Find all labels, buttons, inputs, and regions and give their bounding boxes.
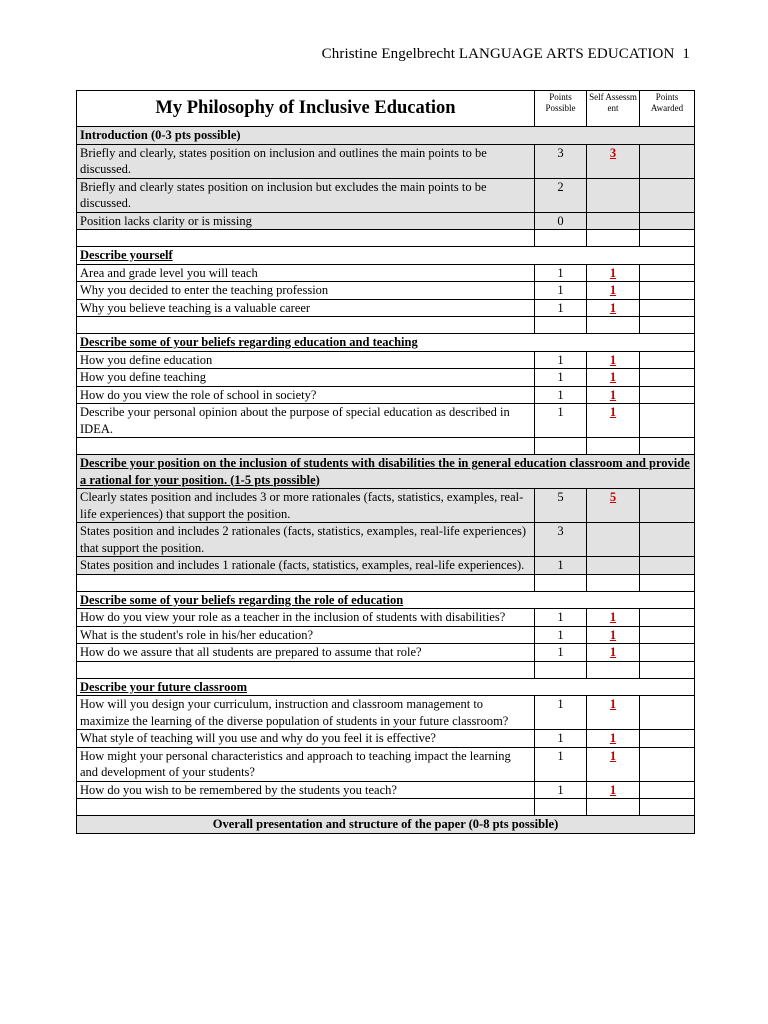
criterion-row: [77, 781, 695, 799]
section-header-row: [77, 678, 695, 696]
self-assessment-value: [587, 557, 640, 575]
running-head: [322, 46, 690, 63]
criterion-text: Area and grade level you will teach: [77, 264, 535, 282]
blank-row: [77, 438, 695, 455]
points-possible-value: 1: [535, 644, 587, 662]
points-awarded-value: [640, 644, 695, 662]
points-awarded-value: [640, 557, 695, 575]
criterion-text: How might your personal characteristics and approach to teaching impact the learning and development of your students?: [77, 747, 535, 781]
points-possible-value: 1: [535, 781, 587, 799]
section-header-row: [77, 334, 695, 352]
self-assessment-value: 1: [587, 299, 640, 317]
blank-cell: [587, 661, 640, 678]
blank-cell: [587, 230, 640, 247]
criterion-row: [77, 696, 695, 730]
points-possible-header: Points Possible: [535, 91, 587, 127]
criterion-row: [77, 609, 695, 627]
criterion-text: Why you believe teaching is a valuable career: [77, 299, 535, 317]
points-possible-value: 1: [535, 351, 587, 369]
section-header-row: [77, 127, 695, 145]
criterion-row: [77, 523, 695, 557]
criterion-text: How do you view your role as a teacher in the inclusion of students with disabilities?: [77, 609, 535, 627]
self-assessment-value: 1: [587, 730, 640, 748]
rubric-table: [76, 90, 695, 834]
criterion-text: How you define education: [77, 351, 535, 369]
criterion-row: [77, 489, 695, 523]
points-possible-value: 1: [535, 730, 587, 748]
criterion-text: States position and includes 2 rationales (facts, statistics, examples, real-life experiences) that support the position.: [77, 523, 535, 557]
running-head-text: Christine Engelbrecht LANGUAGE ARTS EDUCATION: [321, 46, 675, 62]
points-awarded-value: [640, 264, 695, 282]
criterion-row: [77, 282, 695, 300]
points-possible-value: 3: [535, 144, 587, 178]
points-awarded-value: [640, 299, 695, 317]
points-possible-value: 0: [535, 212, 587, 230]
blank-cell: [77, 661, 535, 678]
points-possible-value: 1: [535, 386, 587, 404]
points-awarded-value: [640, 369, 695, 387]
blank-cell: [77, 799, 535, 816]
criterion-text: Position lacks clarity or is missing: [77, 212, 535, 230]
criterion-text: States position and includes 1 rationale (facts, statistics, examples, real-life experiences).: [77, 557, 535, 575]
blank-cell: [77, 317, 535, 334]
overall-presentation-heading: Overall presentation and structure of the paper (0-8 pts possible): [77, 816, 695, 834]
section-heading: [77, 334, 695, 352]
criterion-row: [77, 386, 695, 404]
criterion-text: Describe your personal opinion about the purpose of special education as described in IDEA.: [77, 404, 535, 438]
blank-cell: [640, 574, 695, 591]
points-awarded-value: [640, 386, 695, 404]
self-assessment-value: 1: [587, 644, 640, 662]
self-assessment-value: 1: [587, 609, 640, 627]
points-possible-value: 1: [535, 696, 587, 730]
blank-row: [77, 317, 695, 334]
blank-cell: [587, 438, 640, 455]
points-awarded-value: [640, 696, 695, 730]
blank-cell: [587, 799, 640, 816]
overall-presentation-row: [77, 816, 695, 834]
self-assessment-value: 1: [587, 351, 640, 369]
blank-cell: [640, 799, 695, 816]
section-heading: [77, 247, 695, 265]
blank-cell: [587, 317, 640, 334]
self-assessment-value: 1: [587, 626, 640, 644]
rubric-title: My Philosophy of Inclusive Education: [77, 91, 535, 127]
criterion-row: [77, 264, 695, 282]
rubric-header-row: [77, 91, 695, 127]
self-assessment-value: 1: [587, 404, 640, 438]
criterion-text: What style of teaching will you use and why do you feel it is effective?: [77, 730, 535, 748]
criterion-row: [77, 626, 695, 644]
criterion-row: [77, 730, 695, 748]
points-awarded-value: [640, 178, 695, 212]
self-assessment-value: 5: [587, 489, 640, 523]
criterion-row: [77, 144, 695, 178]
criterion-row: [77, 212, 695, 230]
points-awarded-value: [640, 730, 695, 748]
points-possible-value: 1: [535, 404, 587, 438]
section-heading: [77, 127, 695, 145]
self-assessment-value: 1: [587, 781, 640, 799]
section-heading-text: Describe your position on the inclusion of students with disabilities the in general education classroom and provide a rational for your position. (1-5 pts possible): [80, 456, 690, 487]
criterion-text: How do you view the role of school in society?: [77, 386, 535, 404]
criterion-row: [77, 557, 695, 575]
criterion-text: Briefly and clearly, states position on inclusion and outlines the main points to be discussed.: [77, 144, 535, 178]
blank-cell: [640, 438, 695, 455]
blank-cell: [640, 317, 695, 334]
criterion-text: How do you wish to be remembered by the students you teach?: [77, 781, 535, 799]
points-possible-value: 3: [535, 523, 587, 557]
points-awarded-value: [640, 781, 695, 799]
points-possible-value: 5: [535, 489, 587, 523]
blank-cell: [77, 438, 535, 455]
blank-cell: [535, 661, 587, 678]
section-heading-text: Describe some of your beliefs regarding the role of education: [80, 592, 404, 607]
criterion-row: [77, 351, 695, 369]
blank-cell: [535, 799, 587, 816]
blank-row: [77, 799, 695, 816]
points-awarded-value: [640, 609, 695, 627]
section-heading-text: Describe some of your beliefs regarding education and teaching: [80, 335, 418, 349]
blank-cell: [535, 574, 587, 591]
criterion-text: How will you design your curriculum, instruction and classroom management to maximize the learning of the diverse population of students in your future classroom?: [77, 696, 535, 730]
blank-cell: [640, 661, 695, 678]
blank-cell: [640, 230, 695, 247]
points-awarded-value: [640, 747, 695, 781]
self-assessment-value: 1: [587, 386, 640, 404]
criterion-text: What is the student's role in his/her education?: [77, 626, 535, 644]
blank-cell: [535, 438, 587, 455]
blank-cell: [587, 574, 640, 591]
blank-cell: [77, 230, 535, 247]
self-assessment-value: 1: [587, 369, 640, 387]
points-possible-value: 1: [535, 747, 587, 781]
blank-row: [77, 230, 695, 247]
points-awarded-value: [640, 523, 695, 557]
points-awarded-header: Points Awarded: [640, 91, 695, 127]
criterion-row: [77, 644, 695, 662]
criterion-text: Briefly and clearly states position on inclusion but excludes the main points to be discussed.: [77, 178, 535, 212]
self-assessment-value: 1: [587, 264, 640, 282]
criterion-text: Clearly states position and includes 3 or more rationales (facts, statistics, examples, real-life experiences) that support the position.: [77, 489, 535, 523]
criterion-row: [77, 369, 695, 387]
points-awarded-value: [640, 626, 695, 644]
self-assessment-value: 1: [587, 696, 640, 730]
blank-row: [77, 661, 695, 678]
section-header-row: [77, 247, 695, 265]
points-possible-value: 1: [535, 264, 587, 282]
points-possible-value: 1: [535, 369, 587, 387]
criterion-row: [77, 404, 695, 438]
points-possible-value: 1: [535, 609, 587, 627]
self-assessment-value: [587, 178, 640, 212]
points-awarded-value: [640, 144, 695, 178]
points-awarded-value: [640, 212, 695, 230]
criterion-text: Why you decided to enter the teaching profession: [77, 282, 535, 300]
section-heading-text: Describe your future classroom: [80, 679, 247, 694]
section-heading-text: Introduction (0-3 pts possible): [80, 128, 241, 142]
section-header-row: [77, 591, 695, 609]
self-assessment-value: 1: [587, 282, 640, 300]
points-possible-value: 1: [535, 282, 587, 300]
self-assessment-value: 3: [587, 144, 640, 178]
points-awarded-value: [640, 489, 695, 523]
points-awarded-value: [640, 351, 695, 369]
criterion-text: How you define teaching: [77, 369, 535, 387]
blank-cell: [77, 574, 535, 591]
blank-row: [77, 574, 695, 591]
blank-cell: [535, 230, 587, 247]
page-number: 1: [682, 46, 690, 62]
criterion-text: How do we assure that all students are prepared to assume that role?: [77, 644, 535, 662]
self-assessment-value: [587, 212, 640, 230]
points-possible-value: 1: [535, 626, 587, 644]
points-possible-value: 1: [535, 299, 587, 317]
self-assessment-value: [587, 523, 640, 557]
section-heading-text: Describe yourself: [80, 248, 173, 262]
points-possible-value: 1: [535, 557, 587, 575]
points-awarded-value: [640, 282, 695, 300]
criterion-row: [77, 299, 695, 317]
section-heading: [77, 455, 695, 489]
self-assessment-value: 1: [587, 747, 640, 781]
points-awarded-value: [640, 404, 695, 438]
points-possible-value: 2: [535, 178, 587, 212]
criterion-row: [77, 747, 695, 781]
self-assessment-header: Self Assessm ent: [587, 91, 640, 127]
section-heading: [77, 678, 695, 696]
blank-cell: [535, 317, 587, 334]
criterion-row: [77, 178, 695, 212]
section-header-row: [77, 455, 695, 489]
section-heading: [77, 591, 695, 609]
